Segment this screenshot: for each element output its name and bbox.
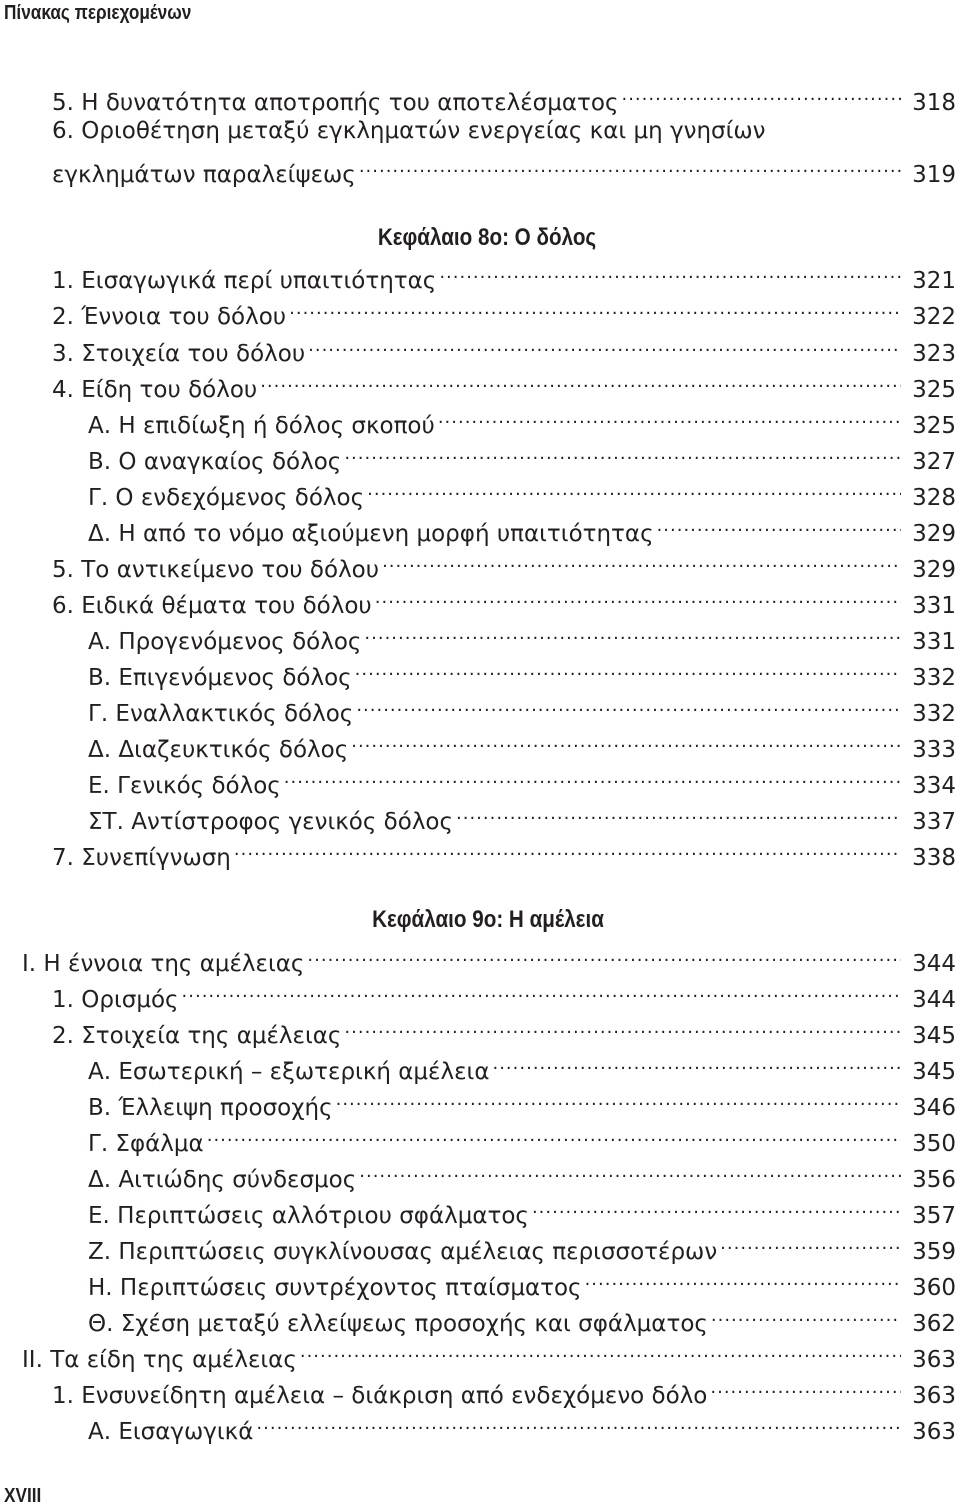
dot-leader (657, 511, 901, 541)
toc-entry-page: 332 (912, 665, 956, 691)
toc-entry-label: Η. Περιπτώσεις συντρέχοντος πταίσματος (88, 1275, 582, 1301)
dot-leader (710, 1373, 901, 1403)
toc-entry-page: 363 (912, 1419, 956, 1445)
dot-leader (308, 331, 901, 361)
dot-leader (367, 475, 901, 505)
toc-entry (52, 835, 956, 871)
toc-entry-page: 344 (912, 987, 956, 1013)
toc-entry (88, 1121, 956, 1157)
toc-entry-label: ΣΤ. Αντίστροφος γενικός δόλος (88, 809, 454, 835)
toc-entry (88, 511, 956, 547)
toc-entry (88, 1265, 956, 1301)
toc-entry (88, 763, 956, 799)
toc-entry-label: Θ. Σχέση μεταξύ ελλείψεως προσοχής και σφάλματος (88, 1311, 708, 1337)
toc-entry-page: 333 (912, 737, 956, 763)
toc-entry-page: 359 (912, 1239, 956, 1265)
toc-entry (88, 1193, 956, 1229)
toc-entry-label: Γ. Ο ενδεχόμενος δόλος (88, 485, 365, 511)
toc-entry-page: 362 (912, 1311, 956, 1337)
toc-entry (88, 799, 956, 835)
toc-entry (52, 1373, 956, 1409)
toc-entry-page: 338 (912, 845, 956, 871)
dot-leader (336, 1085, 901, 1115)
toc-entry (88, 1229, 956, 1265)
dot-leader (621, 80, 901, 110)
toc-entry-label: Α. Εσωτερική – εξωτερική αμέλεια (88, 1059, 490, 1085)
toc-entry (88, 655, 956, 691)
chapter-heading: Κεφάλαιο 9ο: Η αμέλεια (372, 906, 604, 933)
toc-entry (88, 727, 956, 763)
toc-entry (22, 941, 956, 977)
toc-entry-label: Β. Επιγενόμενος δόλος (88, 665, 352, 691)
toc-entry-label: I. Η έννοια της αμέλειας (22, 951, 305, 977)
dot-leader (351, 727, 901, 757)
toc-entry-label: Γ. Εναλλακτικός δόλος (88, 701, 354, 727)
dot-leader (260, 367, 901, 397)
toc-entry (52, 80, 956, 116)
toc-entry-label: 2. Στοιχεία της αμέλειας (52, 1023, 342, 1049)
toc-entry-label: Β. Ο αναγκαίος δόλος (88, 449, 342, 475)
dot-leader (720, 1229, 901, 1259)
toc-entry-page: 345 (912, 1023, 956, 1049)
dot-leader (532, 1193, 901, 1223)
toc-entry-page: 360 (912, 1275, 956, 1301)
dot-leader (456, 799, 901, 829)
toc-entry-page: 331 (912, 629, 956, 655)
toc-entry (52, 294, 956, 330)
toc-entry-label: Δ. Αιτιώδης σύνδεσμος (88, 1167, 357, 1193)
dot-leader (344, 439, 901, 469)
toc-entry-label: 1. Ενσυνείδητη αμέλεια – διάκριση από ενδεχόμενο δόλο (52, 1383, 708, 1409)
dot-leader (355, 655, 901, 685)
toc-entry-page: 363 (912, 1347, 956, 1373)
toc-entry-label: Δ. Διαζευκτικός δόλος (88, 737, 349, 763)
toc-entry-page: 329 (912, 557, 956, 583)
toc-entry-page: 323 (912, 341, 956, 367)
dot-leader (344, 1013, 901, 1043)
running-header: Πίνακας περιεχομένων (4, 2, 192, 24)
toc-entry-label: 7. Συνεπίγνωση (52, 845, 231, 871)
toc-entry-label: Δ. Η από το νόμο αξιούμενη μορφή υπαιτιότητας (88, 521, 654, 547)
toc-entry (52, 258, 956, 294)
toc-entry (52, 1013, 956, 1049)
toc-entry-label: 1. Εισαγωγικά περί υπαιτιότητας (52, 268, 437, 294)
toc-entry (88, 619, 956, 655)
toc-entry-label: εγκλημάτων παραλείψεως (52, 162, 356, 188)
dot-leader (438, 403, 901, 433)
toc-entry-label: Α. Εισαγωγικά (88, 1419, 254, 1445)
toc-entry (88, 1301, 956, 1337)
toc-entry-page: 325 (912, 377, 956, 403)
dot-leader (307, 941, 901, 971)
toc-entry-page: 356 (912, 1167, 956, 1193)
toc-entry-page: 344 (912, 951, 956, 977)
page-number: XVIII (4, 1485, 42, 1507)
dot-leader (492, 1049, 901, 1079)
dot-leader (364, 619, 901, 649)
dot-leader (359, 152, 901, 182)
toc-entry-page: 363 (912, 1383, 956, 1409)
toc-entry-label: Ε. Γενικός δόλος (88, 773, 281, 799)
toc-entry-page: 332 (912, 701, 956, 727)
toc-entry-label: Ζ. Περιπτώσεις συγκλίνουσας αμέλειας περισσοτέρων (88, 1239, 718, 1265)
dot-leader (711, 1301, 901, 1331)
toc-entry-page: 337 (912, 809, 956, 835)
toc-entry (52, 977, 956, 1013)
toc-entry (88, 1409, 956, 1445)
toc-entry (52, 116, 956, 146)
dot-leader (234, 835, 901, 865)
toc-entry (88, 403, 956, 439)
toc-entry-page: 346 (912, 1095, 956, 1121)
toc-entry-page: 327 (912, 449, 956, 475)
toc-entry-label: 4. Είδη του δόλου (52, 377, 258, 403)
dot-leader (182, 977, 901, 1007)
toc-entry (52, 331, 956, 367)
toc-entry-page: 331 (912, 593, 956, 619)
toc-entry-label: Β. Έλλειψη προσοχής (88, 1095, 333, 1121)
toc-entry-page: 321 (912, 268, 956, 294)
toc-entry-label: 3. Στοιχεία του δόλου (52, 341, 306, 367)
toc-entry-label: 5. Το αντικείμενο του δόλου (52, 557, 380, 583)
dot-leader (256, 1409, 901, 1439)
toc-entry-label: Α. Προγενόμενος δόλος (88, 629, 362, 655)
toc-entry-label: 5. Η δυνατότητα αποτροπής του αποτελέσματος (52, 90, 619, 116)
toc-entry-page: 329 (912, 521, 956, 547)
dot-leader (207, 1121, 901, 1151)
dot-leader (356, 691, 901, 721)
toc-entry-page: 357 (912, 1203, 956, 1229)
toc-entry (52, 583, 956, 619)
toc-entry (52, 152, 956, 188)
dot-leader (439, 258, 901, 288)
chapter-heading: Κεφάλαιο 8ο: Ο δόλος (377, 224, 597, 251)
toc-entry-page: 322 (912, 304, 956, 330)
toc-entry-page: 334 (912, 773, 956, 799)
toc-entry-label: 6. Ειδικά θέματα του δόλου (52, 593, 372, 619)
dot-leader (382, 547, 901, 577)
toc-entry-page: 319 (912, 162, 956, 188)
toc-entry-page: 325 (912, 413, 956, 439)
toc-entry-label: 1. Ορισμός (52, 987, 179, 1013)
toc-entry (88, 1085, 956, 1121)
toc-entry-label: 2. Έννοια του δόλου (52, 304, 287, 330)
toc-entry-page: 318 (912, 90, 956, 116)
toc-entry-page: 350 (912, 1131, 956, 1157)
dot-leader (585, 1265, 901, 1295)
toc-entry-label: II. Τα είδη της αμέλειας (22, 1347, 297, 1373)
toc-entry-page: 328 (912, 485, 956, 511)
toc-entry (88, 1049, 956, 1085)
dot-leader (375, 583, 901, 613)
toc-entry-label: Α. Η επιδίωξη ή δόλος σκοπού (88, 413, 435, 439)
toc-entry (22, 1337, 956, 1373)
dot-leader (284, 763, 901, 793)
toc-entry (88, 1157, 956, 1193)
toc-entry (88, 439, 956, 475)
dot-leader (359, 1157, 901, 1187)
toc-entry-label: Ε. Περιπτώσεις αλλότριου σφάλματος (88, 1203, 529, 1229)
dot-leader (300, 1337, 901, 1367)
toc-entry (88, 691, 956, 727)
toc-entry-label: 6. Οριοθέτηση μεταξύ εγκληματών ενεργείας και μη γνησίων (52, 118, 766, 144)
toc-entry-label: Γ. Σφάλμα (88, 1131, 204, 1157)
toc-entry-page: 345 (912, 1059, 956, 1085)
toc-entry (52, 547, 956, 583)
toc-entry (52, 367, 956, 403)
dot-leader (289, 294, 901, 324)
toc-entry (88, 475, 956, 511)
